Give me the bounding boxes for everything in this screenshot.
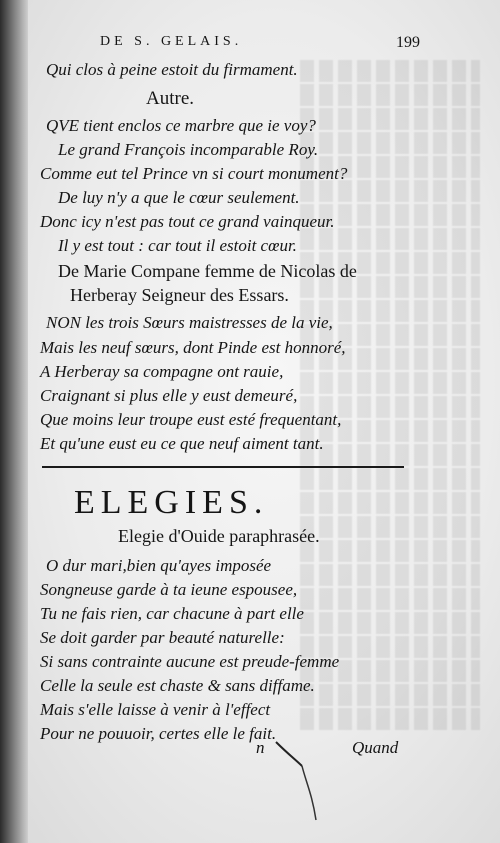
- verse-line: A Herberay sa compagne ont rauie,: [40, 362, 284, 381]
- continued-verse-line: Qui clos à peine estoit du firmament.: [46, 60, 298, 79]
- verse-line: Craignant si plus elle y eust demeuré,: [40, 386, 298, 405]
- verse-line: Que moins leur troupe eust esté frequentant,: [40, 410, 342, 429]
- verse-line: Se doit garder par beauté naturelle:: [40, 628, 285, 647]
- verse-line: QVE tient enclos ce marbre que ie voy?: [46, 116, 316, 135]
- verse-line: Pour ne pouuoir, certes elle le fait.: [40, 724, 277, 743]
- verse-line: Comme eut tel Prince vn si court monument?: [40, 164, 348, 183]
- verse-line: Si sans contrainte aucune est preude-femme: [40, 652, 340, 671]
- section-heading-autre: Autre.: [146, 88, 195, 109]
- verse-line: De luy n'y a que le cœur seulement.: [58, 188, 300, 207]
- verse-line: NON les trois Sœurs maistresses de la vie,: [46, 313, 333, 332]
- book-gutter-shadow: [0, 0, 28, 843]
- page-number: 199: [396, 34, 420, 51]
- epitaph-heading-line1: De Marie Compane femme de Nicolas de: [58, 261, 357, 281]
- catchword: Quand: [352, 738, 399, 757]
- verse-line: Et qu'une eust eu ce que neuf aiment tant.: [40, 434, 324, 453]
- verse-line: Mais s'elle laisse à venir à l'effect: [40, 700, 271, 719]
- section-divider-rule: [42, 466, 404, 468]
- verse-line: Donc icy n'est pas tout ce grand vainqueur.: [40, 212, 335, 231]
- running-head: DE S. GELAIS.: [100, 34, 243, 49]
- epitaph-heading-line2: Herberay Seigneur des Essars.: [70, 285, 289, 305]
- signature-mark: n: [256, 738, 265, 757]
- verse-line: Songneuse garde à ta ieune espousee,: [40, 580, 298, 599]
- elegies-title: ELEGIES.: [74, 484, 269, 521]
- ink-stroke-mark: [262, 736, 322, 826]
- verse-line: Celle la seule est chaste & sans diffame.: [40, 676, 315, 695]
- verse-line: Mais les neuf sœurs, dont Pinde est honnoré,: [40, 338, 346, 357]
- verse-line: Tu ne fais rien, car chacune à part elle: [40, 604, 304, 623]
- verse-line: O dur mari,bien qu'ayes imposée: [46, 556, 272, 575]
- elegy-subtitle: Elegie d'Ouide paraphrasée.: [118, 526, 320, 546]
- verse-line: Il y est tout : car tout il estoit cœur.: [58, 236, 297, 255]
- verse-line: Le grand François incomparable Roy.: [58, 140, 319, 159]
